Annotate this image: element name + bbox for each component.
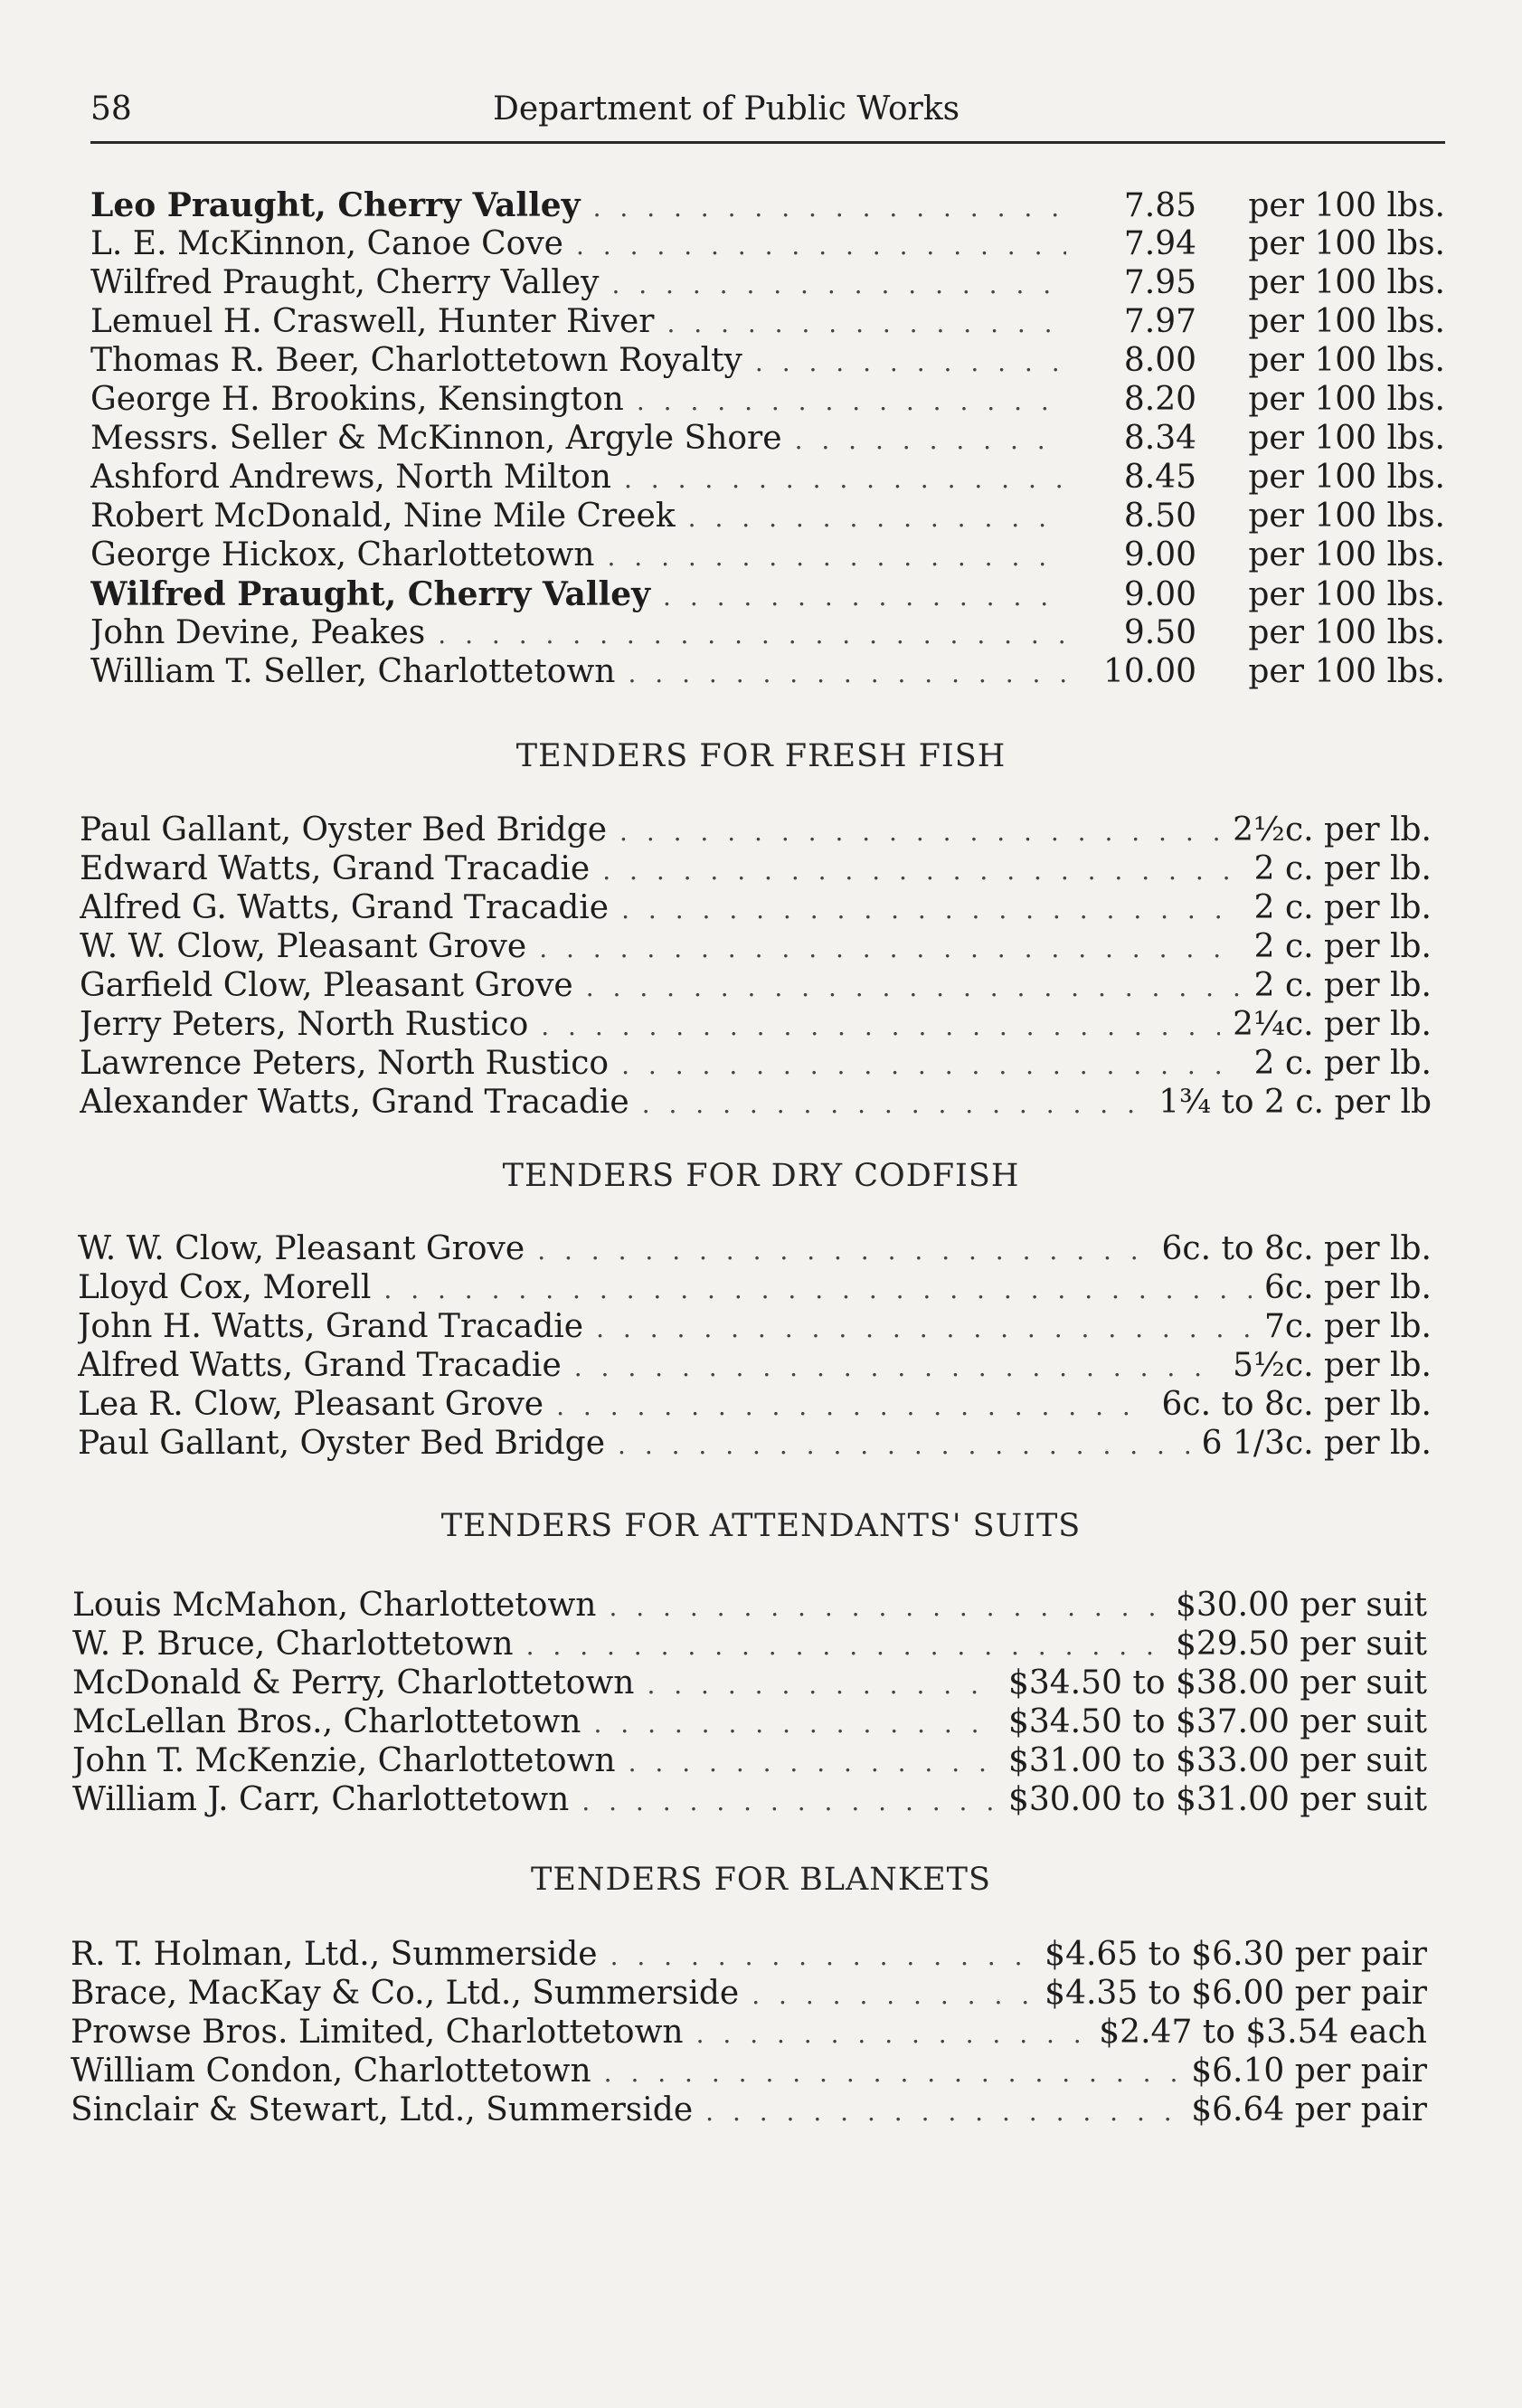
running-title: Department of Public Works: [493, 90, 960, 128]
list-item: Paul Gallant, Oyster Bed Bridge . . . 2½c. per lb.: [80, 811, 1432, 850]
list-item: William T. Seller, Charlottetown . . . 10.00 per 100 lbs.: [90, 653, 1445, 692]
list-item: W. P. Bruce, Charlottetown . . . $29.50 per suit: [72, 1626, 1427, 1664]
list-item: Garfield Clow, Pleasant Grove . . . 2 c. per lb.: [80, 967, 1432, 1006]
section-title-fresh-fish: TENDERS FOR FRESH FISH: [515, 738, 1007, 774]
list-item: Brace, MacKay & Co., Ltd., Summerside . . . $4.35 to $6.00 per pair: [71, 1975, 1427, 2014]
page-header: [90, 83, 1445, 137]
list-item: Robert McDonald, Nine Mile Creek . . . 8.50 per 100 lbs.: [90, 498, 1445, 536]
list-item: Thomas R. Beer, Charlottetown Royalty . . . 8.00 per 100 lbs.: [90, 342, 1445, 381]
list-item: R. T. Holman, Ltd., Summerside . . . $4.65 to $6.30 per pair: [71, 1936, 1427, 1975]
list-item: Edward Watts, Grand Tracadie . . . 2 c. per lb.: [80, 850, 1432, 889]
list-item: Paul Gallant, Oyster Bed Bridge . . . 6 1/3c. per lb.: [78, 1425, 1432, 1464]
list-item: W. W. Clow, Pleasant Grove . . . 6c. to 8c. per lb.: [78, 1230, 1432, 1269]
list-item: John Devine, Peakes . . . 9.50 per 100 lbs.: [90, 614, 1445, 653]
list-item: Leo Praught, Cherry Valley . . . 7.85 per 100 lbs.: [90, 186, 1445, 225]
list-item: Lea R. Clow, Pleasant Grove . . . 6c. to 8c. per lb.: [78, 1386, 1432, 1425]
list-item: George Hickox, Charlottetown . . . 9.00 per 100 lbs.: [90, 536, 1445, 575]
list-item: Alexander Watts, Grand Tracadie . . . 1¾ to 2 c. per lb: [80, 1084, 1432, 1123]
list-item: John H. Watts, Grand Tracadie . . . 7c. per lb.: [78, 1308, 1432, 1347]
list-item: Lawrence Peters, North Rustico . . . 2 c. per lb.: [80, 1045, 1432, 1084]
header-rule: [90, 141, 1445, 144]
list-item: Ashford Andrews, North Milton . . . 8.45 per 100 lbs.: [90, 459, 1445, 498]
blankets-list: [71, 1936, 1427, 2130]
list-item: Sinclair & Stewart, Ltd., Summerside . . . $6.64 per pair: [71, 2091, 1427, 2130]
list-item: L. E. McKinnon, Canoe Cove . . . 7.94 per 100 lbs.: [90, 225, 1445, 264]
list-item: Alfred G. Watts, Grand Tracadie . . . 2 c. per lb.: [80, 889, 1432, 928]
list-item: Lloyd Cox, Morell . . . 6c. per lb.: [78, 1269, 1432, 1308]
lead-tender-list: [90, 186, 1445, 692]
list-item: Prowse Bros. Limited, Charlottetown . . . $2.47 to $3.54 each: [71, 2014, 1427, 2052]
list-item: Jerry Peters, North Rustico . . . 2¼c. per lb.: [80, 1006, 1432, 1045]
list-item: McLellan Bros., Charlottetown . . . $34.50 to $37.00 per suit: [72, 1703, 1427, 1742]
section-title-blankets: TENDERS FOR BLANKETS: [531, 1862, 991, 1898]
page-number: 58: [90, 90, 132, 128]
attendants-suits-list: [72, 1587, 1427, 1820]
section-title-attendants-suits: TENDERS FOR ATTENDANTS' SUITS: [440, 1508, 1082, 1544]
fresh-fish-list: [80, 811, 1432, 1123]
list-item: Lemuel H. Craswell, Hunter River . . . 7.97 per 100 lbs.: [90, 303, 1445, 342]
list-item: George H. Brookins, Kensington . . . 8.20 per 100 lbs.: [90, 381, 1445, 420]
list-item: Louis McMahon, Charlottetown . . . $30.00 per suit: [72, 1587, 1427, 1626]
list-item: Wilfred Praught, Cherry Valley . . . 9.00 per 100 lbs.: [90, 575, 1445, 614]
section-title-dry-codfish: TENDERS FOR DRY CODFISH: [502, 1158, 1020, 1194]
list-item: John T. McKenzie, Charlottetown . . . $31.00 to $33.00 per suit: [72, 1742, 1427, 1781]
list-item: Alfred Watts, Grand Tracadie . . . 5½c. per lb.: [78, 1347, 1432, 1386]
list-item: Wilfred Praught, Cherry Valley . . . 7.95 per 100 lbs.: [90, 264, 1445, 303]
list-item: Messrs. Seller & McKinnon, Argyle Shore . . . 8.34 per 100 lbs.: [90, 420, 1445, 459]
list-item: W. W. Clow, Pleasant Grove . . . 2 c. per lb.: [80, 928, 1432, 967]
dry-codfish-list: [78, 1230, 1432, 1464]
list-item: William Condon, Charlottetown . . . $6.10 per pair: [71, 2052, 1427, 2091]
list-item: McDonald & Perry, Charlottetown . . . $34.50 to $38.00 per suit: [72, 1664, 1427, 1703]
list-item: William J. Carr, Charlottetown . . . $30.00 to $31.00 per suit: [72, 1781, 1427, 1820]
